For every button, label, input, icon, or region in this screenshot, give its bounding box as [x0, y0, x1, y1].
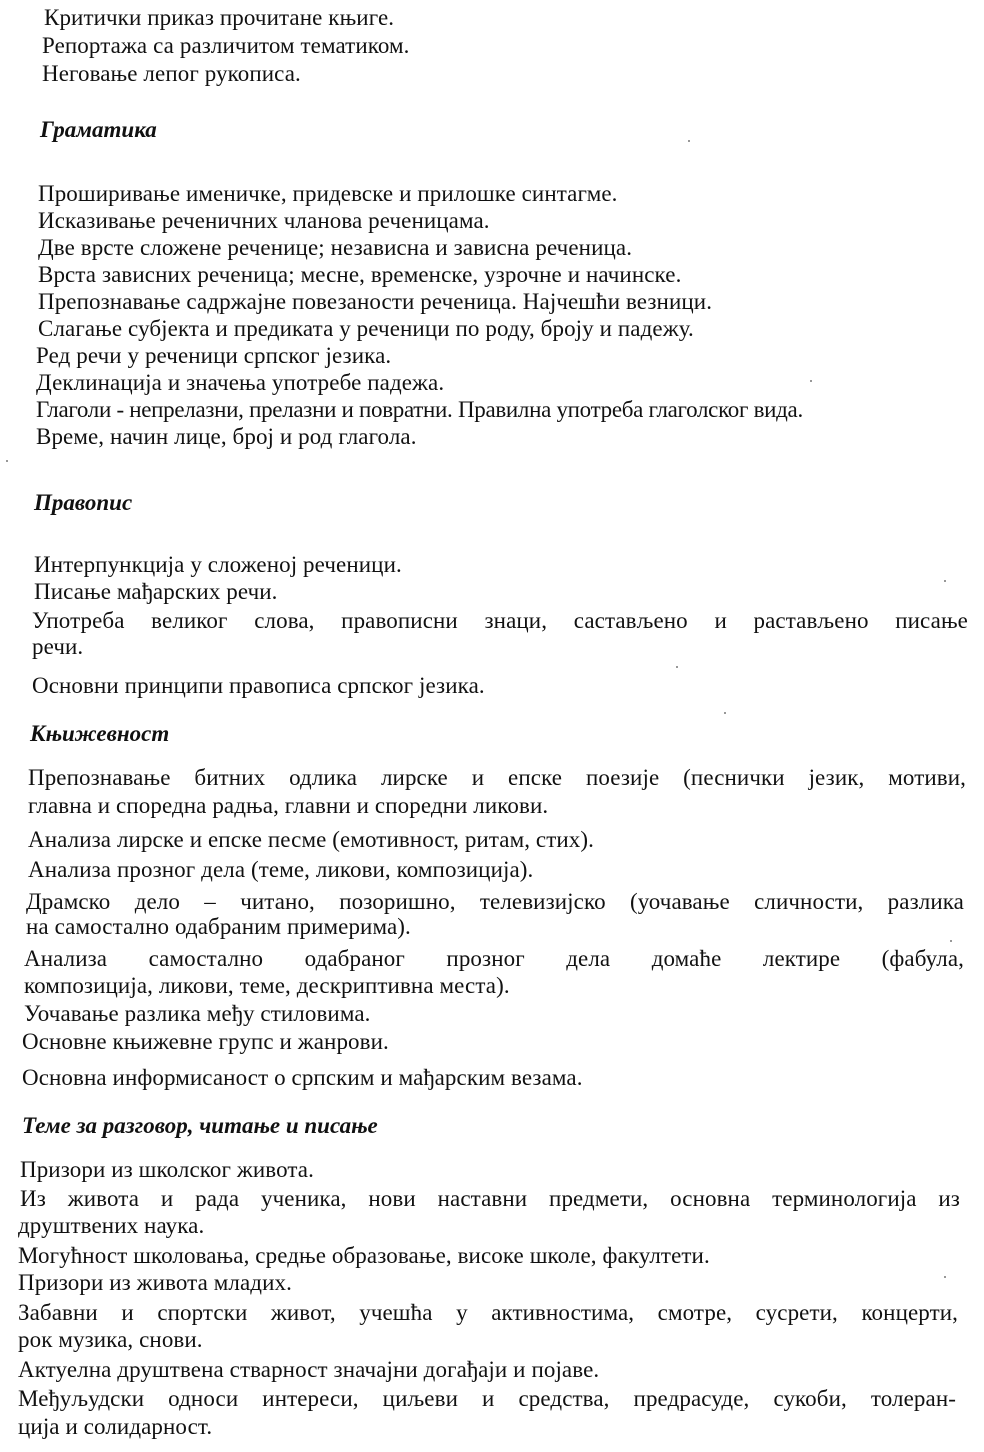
literature-line: Основна информисаност о српским и мађарским везама.	[22, 1065, 583, 1090]
literature-line: Уочавање разлика међу стиловима.	[24, 1001, 371, 1026]
intro-line: Критички приказ прочитане књиге.	[44, 5, 395, 30]
topics-line: друштвених наука.	[18, 1213, 205, 1238]
literature-line: на самостално одабраним примерима).	[26, 914, 411, 939]
scan-speck	[810, 380, 812, 382]
grammar-line: Препознавање садржајне повезаности реченица. Најчешћи везници.	[38, 289, 713, 314]
orthography-line: Писање мађарских речи.	[34, 579, 278, 604]
topics-line: ција и солидарност.	[18, 1414, 213, 1439]
grammar-line: Исказивање реченичних чланова реченицама.	[38, 208, 490, 233]
scan-speck	[688, 140, 690, 142]
literature-line: Анализа прозног дела (теме, ликови, композиција).	[28, 857, 534, 882]
topics-line: Могућност школовања, средње образовање, високе школе, факултети.	[18, 1243, 710, 1268]
scan-speck	[6, 460, 8, 462]
topics-line: Актуелна друштвена стварност значајни догађаји и појаве.	[18, 1357, 600, 1382]
grammar-line: Време, начин лице, број и род глагола.	[36, 424, 417, 449]
topics-line: Међуљудски односи интереси, циљеви и средства, предрасуде, сукоби, толеран-	[18, 1386, 956, 1411]
topics-line: Из живота и рада ученика, нови наставни предмети, основна терминологија из	[20, 1186, 960, 1211]
topics-line: Забавни и спортски живот, учешћа у активностима, смотре, сусрети, концерти,	[18, 1300, 958, 1325]
literature-line: главна и споредна радња, главни и споредни ликови.	[28, 793, 549, 818]
orthography-line: Употреба великог слова, правописни знаци, састављено и растављено писање	[32, 608, 968, 633]
topics-line: Призори из живота младих.	[18, 1270, 292, 1295]
literature-line: Препознавање битних одлика лирске и епске поезије (песнички језик, мотиви,	[28, 765, 966, 790]
section-heading-literature: Књижевност	[30, 721, 170, 746]
intro-line: Репортажа са различитом тематиком.	[42, 33, 410, 58]
scan-speck	[944, 1276, 946, 1278]
grammar-line: Глаголи - непрелазни, прелазни и повратни. Правилна употреба глаголског вида.	[36, 397, 803, 422]
topics-line: Призори из школског живота.	[20, 1157, 314, 1182]
section-heading-topics: Теме за разговор, читање и писање	[22, 1113, 378, 1138]
scan-speck	[944, 580, 946, 582]
section-heading-grammar: Граматика	[40, 117, 157, 142]
orthography-line: Интерпункција у сложеној реченици.	[34, 552, 402, 577]
orthography-line: Основни принципи правописа српског језика.	[32, 673, 485, 698]
literature-line: Драмско дело – читано, позоришно, телевизијско (уочавање сличности, разлика	[26, 889, 964, 914]
grammar-line: Две врсте сложене реченице; независна и зависна реченица.	[38, 235, 633, 260]
literature-line: Основне књижевне групс и жанрови.	[22, 1029, 389, 1054]
grammar-line: Слагање субјекта и предиката у реченици по роду, броју и падежу.	[38, 316, 694, 341]
orthography-line: речи.	[32, 634, 84, 659]
scan-speck	[724, 712, 726, 714]
grammar-line: Деклинација и значења употребе падежа.	[36, 370, 445, 395]
section-heading-orthography: Правопис	[34, 490, 133, 515]
topics-line: рок музика, снови.	[18, 1327, 203, 1352]
literature-line: Анализа лирске и епске песме (емотивност, ритам, стих).	[28, 827, 595, 852]
grammar-line: Ред речи у реченици српског језика.	[36, 343, 392, 368]
scan-speck	[676, 666, 678, 668]
grammar-line: Врста зависних реченица; месне, временске, узрочне и начинске.	[38, 262, 682, 287]
literature-line: композиција, ликови, теме, дескриптивна места).	[24, 973, 510, 998]
intro-line: Неговање лепог рукописа.	[42, 61, 301, 86]
grammar-line: Проширивање именичке, придевске и прилошке синтагме.	[38, 181, 618, 206]
scan-speck	[950, 940, 952, 942]
literature-line: Анализа самостално одабраног прозног дела домаће лектире (фабула,	[24, 946, 964, 971]
